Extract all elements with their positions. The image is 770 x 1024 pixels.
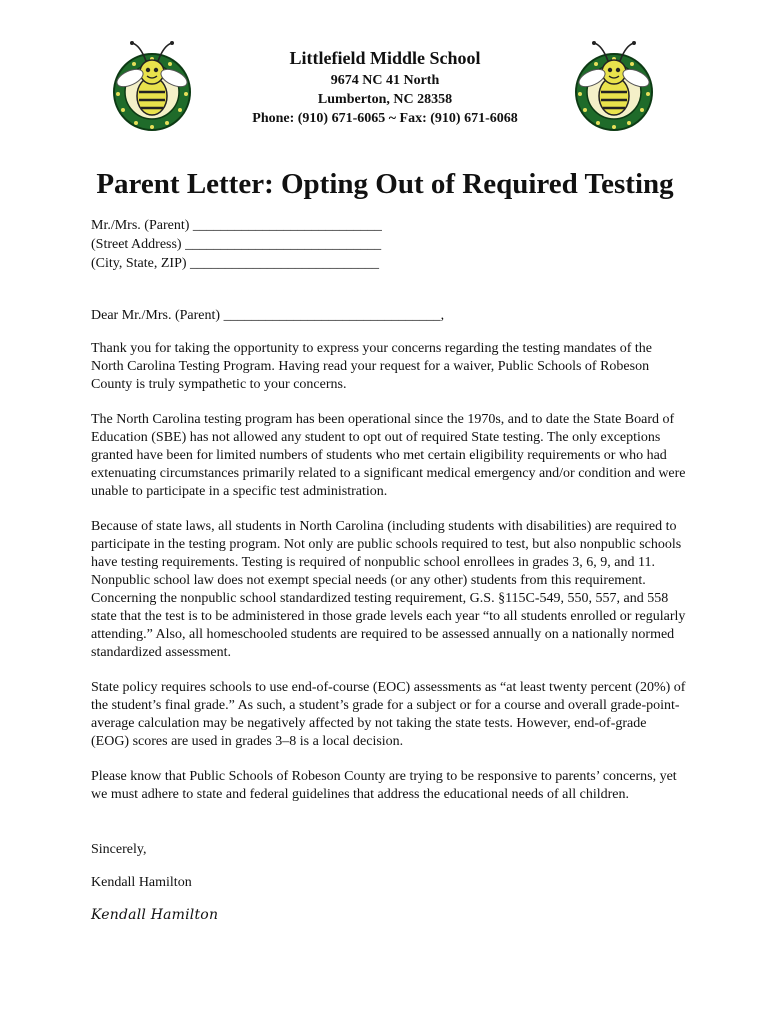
- yellowjacket-mascot-emblem-icon: [108, 30, 196, 134]
- letter-title: Parent Letter: Opting Out of Required Testing: [96, 168, 674, 200]
- paragraph: Because of state laws, all students in North Carolina (including students with disabilities) are required to participate in the testing program. Not only are public schools required to test, but also nonpublic schools have testing requirements. Testing is required of nonpublic school enrollees in grades 3, 6, 9, and 11. Nonpublic school law does not exempt special needs (or any other) students from this requirement. Concerning the nonpublic school standardized testing requirement, G.S. §115C-549, 550, 557, and 558 state that the test is to be administered in those grade levels each year “to all students enrolled or regularly attending.” Also, all homeschooled students are required to be assessed annually on a nationally normed standardized assessment.: [91, 519, 686, 660]
- paragraph: The North Carolina testing program has been operational since the 1970s, and to date the State Board of Education (SBE) has not allowed any student to opt out of required State testing. The only exceptions granted have been for limited numbers of students who met certain eligibility requirements or who had extenuating circumstances primarily related to a significant medical emergency and/or condition and were unable to participate in a specific test administration.: [91, 412, 686, 499]
- handwritten-signature: Kendall Hamilton: [91, 907, 219, 923]
- yellowjacket-mascot-emblem-icon: [570, 30, 658, 134]
- paragraph: State policy requires schools to use end-of-course (EOC) assessments as “at least twenty percent (20%) of the student’s final grade.” As such, a student’s grade for a subject or for a course and overall grade-point-average calculation may be negatively affected by not taking the state tests. However, end-of-grade (EOG) scores are used in grades 3–8 is a local decision.: [91, 680, 686, 749]
- recipient-address-block: [91, 216, 382, 273]
- school-city-state-zip: Lumberton, NC 28358: [317, 92, 453, 107]
- paragraph: Thank you for taking the opportunity to express your concerns regarding the testing mandates of the North Carolina Testing Program. Having read your request for a waiver, Public Schools of Robeson County is truly sympathetic to your concerns.: [91, 341, 653, 392]
- recipient-street-line: (Street Address) ____________________________: [91, 237, 382, 252]
- closing: Sincerely,: [91, 842, 147, 857]
- school-phone-fax: Phone: (910) 671-6065 ~ Fax: (910) 671-6068: [252, 111, 518, 126]
- school-street: 9674 NC 41 North: [330, 73, 440, 88]
- signer-name: Kendall Hamilton: [91, 875, 192, 890]
- letterhead: [190, 47, 580, 128]
- school-name: Littlefield Middle School: [289, 48, 481, 68]
- paragraph: Please know that Public Schools of Robeson County are trying to be responsive to parents’ concerns, yet we must adhere to state and federal guidelines that address the educational needs of all children.: [91, 769, 677, 802]
- recipient-name-line: Mr./Mrs. (Parent) ___________________________: [91, 218, 382, 233]
- salutation: Dear Mr./Mrs. (Parent) _______________________________,: [91, 308, 445, 323]
- letter-body: [91, 340, 687, 821]
- recipient-city-line: (City, State, ZIP) ___________________________: [91, 256, 380, 271]
